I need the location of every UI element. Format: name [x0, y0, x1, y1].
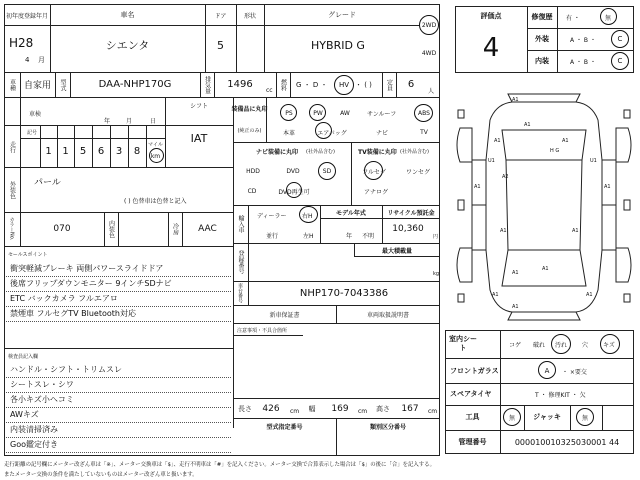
seat-stain-circle — [551, 334, 571, 354]
mileage-digit-1: 1 — [45, 145, 52, 157]
use-value: 自家用 — [23, 81, 51, 91]
tv-oneseg: ワンセグ — [405, 168, 430, 176]
mileage-note: 記号 — [27, 129, 38, 136]
mileage-digit-4: 6 — [97, 145, 105, 157]
inspector-note-line-5: 内装清掃済み — [10, 425, 58, 434]
interior-grade-selected: C — [617, 57, 623, 65]
width-value: 169 — [331, 404, 349, 414]
mark-a1-front: A1 — [512, 97, 519, 103]
warranty-manual: 車両取扱説明書 — [366, 311, 409, 319]
drive-2wd: 2WD — [421, 21, 437, 29]
door-label: ドア — [214, 12, 227, 20]
exterior-grade-selected: C — [617, 35, 623, 43]
door-value: 5 — [217, 38, 224, 52]
inspector-note-line-3: 各小キズ小ヘコミ — [10, 395, 74, 404]
mark-a1-front-left: A1 — [494, 138, 501, 144]
reg-month-unit: 月 — [38, 56, 45, 64]
import-dealer: ディーラー — [257, 212, 287, 220]
model-label: 型式 — [59, 78, 66, 91]
jack-none-circle — [576, 408, 594, 426]
repair-options: 有 ・ — [566, 14, 580, 22]
glass-other: ・ ×要交 — [562, 368, 587, 376]
fuel-hv-circle — [334, 75, 354, 95]
reg-year-label: 初年度登録年月 — [5, 12, 48, 20]
capacity-value: 6 — [407, 79, 415, 90]
model-year-unknown: 不明 — [362, 232, 375, 240]
mark-a1-left-2: A1 — [492, 292, 499, 298]
length-label: 長さ — [238, 405, 252, 413]
inspector-note-line-2: シートスレ・シワ — [10, 380, 74, 389]
tools-label: 工具 — [465, 413, 480, 421]
aircon-value: AAC — [198, 224, 217, 234]
height-unit: cm — [428, 407, 438, 415]
glass-a-circle — [538, 361, 556, 379]
car-damage-diagram — [452, 90, 636, 322]
height-label: 高さ — [376, 405, 390, 413]
color-no-label: カラーNo. — [8, 217, 15, 241]
mileage-digit-6: 8 — [133, 145, 141, 157]
tv-label: TV装備に丸印 — [358, 148, 397, 156]
model-year-label: モデル年式 — [336, 209, 366, 217]
model-year-unit: 年 — [346, 232, 353, 240]
drive-2wd-circle — [419, 15, 439, 35]
navi-sd: SD — [322, 167, 332, 175]
repair-selected: 無 — [604, 14, 611, 22]
recycle-unit: 円 — [433, 233, 439, 240]
interior-color-label: 内装色 — [107, 220, 115, 238]
equip-ps: PS — [285, 109, 293, 117]
navi-sublabel: (社外品含む) — [306, 148, 335, 155]
mark-a1-rear-right: A1 — [572, 228, 579, 234]
import-left-hand: 左H — [303, 232, 314, 240]
grade-value: HYBRID G — [311, 38, 365, 52]
interior-grade-circle — [611, 52, 629, 70]
capacity-label: 定員 — [385, 78, 393, 91]
notes-header: 注意事項・不具合箇所 — [237, 327, 288, 334]
inspection-year: 年 — [104, 117, 111, 125]
import-right-hand: 右H — [302, 212, 313, 220]
recycle-label: リサイクル預託金 — [387, 209, 435, 217]
mark-hg: H G — [550, 148, 560, 154]
displacement-value: 1496 — [227, 79, 253, 90]
mark-a1-rear-left: A1 — [500, 228, 507, 234]
glass-selected: A — [544, 367, 550, 375]
reg-year-value: H28 — [9, 36, 34, 50]
footer-line-2: またメーター交換の条件を満たしていないものはメーター改ざん車と扱います。 — [4, 471, 198, 478]
tools-none-circle — [503, 408, 521, 426]
height-value: 167 — [401, 404, 419, 414]
inspector-note-line-6: Goo鑑定付き — [10, 440, 58, 449]
tv-fullseg-circle — [364, 161, 383, 180]
model-value: DAA-NHP170G — [98, 79, 172, 90]
repair-label: 修復歴 — [531, 13, 553, 21]
mileage-km-circle — [149, 148, 164, 163]
navi-dvd-circle — [286, 182, 302, 198]
recycle-value: 10,360 — [392, 224, 424, 234]
equip-navi: ナビ — [375, 129, 388, 137]
body-type-label: 形状 — [243, 12, 256, 20]
equipment-label: 装備品に丸印 — [231, 105, 268, 113]
mark-u1-left: U1 — [488, 158, 495, 164]
seat-tear: 破れ — [532, 341, 545, 349]
sales-point-line-1: 衝突軽減ブレーキ 両側パワースライドドア — [10, 264, 164, 273]
length-unit: cm — [290, 407, 300, 415]
mark-a2-left: A2 — [502, 174, 509, 180]
jack-label: ジャッキ — [533, 413, 561, 421]
mileage-unit-mile: マイル — [148, 141, 163, 148]
capacity-unit: 人 — [428, 87, 435, 95]
navi-sd-circle — [318, 162, 336, 180]
inspection-month: 月 — [126, 117, 133, 125]
equip-aw: AW — [340, 109, 350, 117]
score-value: 4 — [482, 33, 500, 63]
equip-tv: TV — [420, 128, 428, 136]
repair-none-circle — [600, 8, 617, 25]
equip-airbag-circle — [315, 122, 332, 139]
mark-a1-right-1: A1 — [604, 184, 611, 190]
mileage-digit-3: 5 — [79, 145, 87, 157]
shift-label: シフト — [189, 102, 208, 110]
length-value: 426 — [262, 404, 280, 414]
width-label: 幅 — [308, 405, 316, 413]
mileage-unit-km: km — [150, 152, 161, 160]
equip-ps-circle — [280, 104, 297, 121]
equipment-sublabel: (純正のみ) — [237, 127, 262, 134]
drive-4wd: 4WD — [421, 49, 437, 57]
navi-cd: CD — [247, 187, 257, 195]
mgmt-label: 管理番号 — [458, 438, 487, 446]
seat-stain: 汚れ — [554, 341, 567, 349]
inspector-note-line-4: AWキズ — [10, 410, 39, 419]
fuel-label: 燃料 — [279, 78, 287, 91]
exterior-value: パール — [34, 177, 61, 188]
mark-a1-roof: A1 — [542, 266, 549, 272]
navi-hdd: HDD — [246, 167, 260, 175]
fuel-options: G ・ D ・ — [296, 81, 328, 89]
sales-point-line-3: ETC バックカメラ フルエアロ — [10, 294, 118, 303]
equip-abs-circle — [414, 104, 433, 122]
equip-sunroof: サンルーフ — [367, 110, 397, 118]
use-label: 車種 — [8, 78, 16, 91]
jack-value: 無 — [581, 414, 588, 422]
mark-a1-rear: A1 — [512, 270, 519, 276]
sales-point-line-4: 禁煙車 フルセグTV Bluetooth対応 — [10, 309, 136, 318]
mark-u1-right: U1 — [590, 158, 597, 164]
mileage-label: 走行 — [8, 141, 16, 153]
equip-abs: ABS — [418, 109, 430, 117]
shift-value: IAT — [190, 131, 208, 145]
mileage-digit-5: 3 — [115, 145, 123, 157]
reg-month-value: 4 — [25, 56, 30, 64]
car-name-value: シエンタ — [105, 39, 150, 52]
equip-pw: PW — [313, 109, 323, 117]
glass-label: フロントガラス — [450, 367, 499, 375]
footer-line-1: 走行距離の記号欄にメーター改ざん車は「※」、メーター交換車は「$」、走行不明車は「#」を記入ください。メーター交換で合算表示した場合は「$」の後に「合」を記入する。 — [4, 461, 435, 468]
exterior-label: 外装色 — [8, 181, 16, 199]
navi-dvd-playback: DVD再生可 — [278, 188, 310, 196]
displacement-unit: cc — [266, 86, 273, 94]
width-unit: cm — [358, 407, 368, 415]
reg-number-label: 登録番号 — [237, 250, 244, 274]
seat-scratch-circle — [600, 334, 620, 354]
import-right-circle — [299, 206, 318, 223]
mark-a1-hood: A1 — [524, 122, 531, 128]
warranty-new-car: 新車保証書 — [269, 311, 300, 319]
max-load-unit: kg — [433, 271, 440, 277]
import-parallel: 並行 — [266, 232, 279, 240]
spare-options: T ・ 修理KIT ・ 欠 — [535, 391, 586, 399]
aircon-label: 冷房 — [171, 223, 179, 235]
sales-points-label: セールスポイント — [8, 251, 48, 258]
navi-label: ナビ装備に丸印 — [256, 148, 299, 156]
max-load-label: 最大積載量 — [381, 247, 412, 255]
seat-hole: 穴 — [581, 341, 588, 349]
exterior-grade-circle — [611, 30, 629, 48]
exterior-grade-label: 外装 — [535, 35, 549, 43]
inspection-day: 日 — [150, 117, 157, 125]
tv-fullseg: フルセグ — [362, 168, 386, 176]
mark-a1-left-1: A1 — [474, 184, 481, 190]
mark-a1-front-right: A1 — [562, 138, 569, 144]
grade-label: グレード — [328, 11, 356, 19]
mileage-digit-2: 1 — [62, 145, 69, 157]
sales-point-line-2: 後席フリップダウンモニター 9インチSDナビ — [10, 279, 172, 288]
inspector-note-line-1: ハンドル・シフト・トリムスレ — [10, 365, 122, 374]
seat-label: 室内シート — [449, 335, 477, 352]
seat-burn: コゲ — [508, 341, 521, 349]
exterior-grade-options: A ・ B ・ — [570, 36, 596, 44]
inspector-notes-label: 検査員記入欄 — [8, 353, 39, 360]
tools-value: 無 — [508, 414, 515, 422]
tv-analog: アナログ — [363, 188, 388, 196]
interior-grade-options: A ・ B ・ — [570, 58, 596, 66]
type-number-label: 型式指定番号 — [266, 423, 303, 431]
seat-scratch: キズ — [603, 341, 615, 349]
spare-label: スペアタイヤ — [450, 390, 492, 398]
exterior-note: ( ) 色替車は色替と記入 — [124, 197, 187, 205]
equip-airbag: エアバッグ — [317, 129, 347, 137]
fuel-selected: HV — [338, 81, 350, 89]
car-name-label: 車名 — [120, 11, 135, 19]
score-label: 評価点 — [480, 12, 502, 20]
mark-a1-right-2: A1 — [586, 292, 593, 298]
displacement-label: 排気量 — [203, 75, 211, 94]
chassis-value: NHP170-7043386 — [299, 287, 389, 299]
tv-sublabel: (社外品含む) — [400, 148, 429, 155]
inspection-label: 車検 — [28, 110, 41, 118]
chassis-label: 車台番号 — [237, 283, 243, 303]
equip-pw-circle — [309, 104, 326, 121]
mark-a1-rear-bumper: A1 — [512, 304, 519, 310]
navi-dvd: DVD — [286, 167, 300, 175]
interior-grade-label: 内装 — [535, 57, 549, 65]
class-number-label: 類別区分番号 — [369, 423, 406, 431]
color-no-value: 070 — [53, 224, 71, 234]
equip-leather: 本革 — [282, 129, 295, 137]
import-label: 輸入車 — [237, 215, 244, 233]
mgmt-value: 000010010325030001 44 — [514, 437, 620, 447]
fuel-other: ・ ( ) — [355, 81, 372, 89]
